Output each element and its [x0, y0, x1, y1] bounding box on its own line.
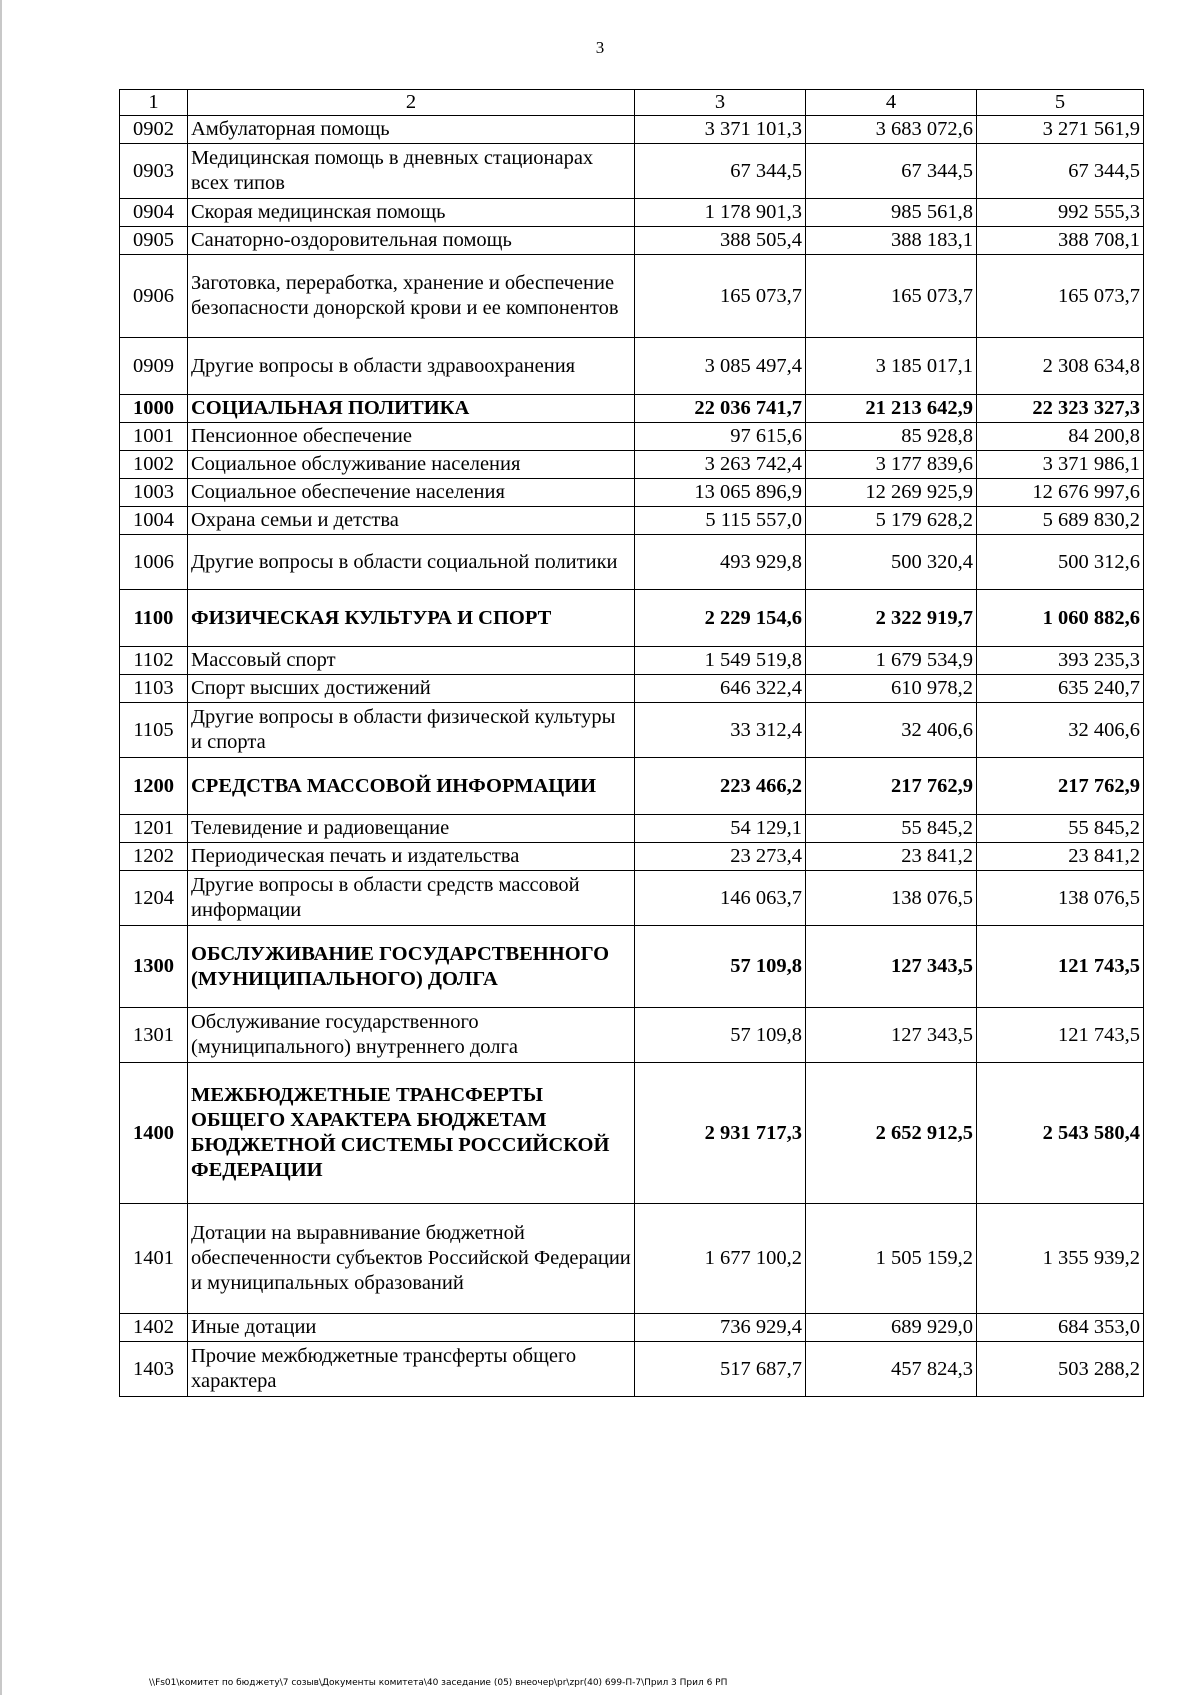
row-name: МЕЖБЮДЖЕТНЫЕ ТРАНСФЕРТЫ ОБЩЕГО ХАРАКТЕРА БЮДЖЕТАМ БЮДЖЕТНОЙ СИСТЕМЫ РОССИЙСКОЙ ФЕДЕРАЦИИ	[188, 1063, 635, 1204]
row-value-col5: 121 743,5	[977, 1008, 1144, 1063]
row-value-col3: 54 129,1	[635, 815, 806, 843]
table-row	[120, 1342, 1144, 1397]
table-row	[120, 758, 1144, 815]
row-code: 1000	[120, 395, 188, 423]
row-name: ОБСЛУЖИВАНИЕ ГОСУДАРСТВЕННОГО (МУНИЦИПАЛЬНОГО) ДОЛГА	[188, 926, 635, 1008]
column-header-5: 5	[977, 90, 1144, 116]
row-code: 1002	[120, 451, 188, 479]
table-row	[120, 535, 1144, 590]
row-value-col3: 646 322,4	[635, 675, 806, 703]
row-name: Прочие межбюджетные трансферты общего характера	[188, 1342, 635, 1397]
row-name: СОЦИАЛЬНАЯ ПОЛИТИКА	[188, 395, 635, 423]
budget-table	[119, 89, 1144, 1397]
page-number: 3	[595, 38, 605, 57]
row-value-col5: 121 743,5	[977, 926, 1144, 1008]
row-value-col4: 127 343,5	[806, 926, 977, 1008]
row-code: 1403	[120, 1342, 188, 1397]
row-value-col4: 138 076,5	[806, 871, 977, 926]
row-value-col5: 393 235,3	[977, 647, 1144, 675]
row-value-col3: 22 036 741,7	[635, 395, 806, 423]
row-value-col3: 736 929,4	[635, 1314, 806, 1342]
row-value-col5: 22 323 327,3	[977, 395, 1144, 423]
row-code: 1004	[120, 507, 188, 535]
table-row	[120, 843, 1144, 871]
row-value-col5: 138 076,5	[977, 871, 1144, 926]
row-value-col4: 21 213 642,9	[806, 395, 977, 423]
row-value-col5: 1 355 939,2	[977, 1204, 1144, 1314]
table-row	[120, 815, 1144, 843]
row-value-col3: 3 263 742,4	[635, 451, 806, 479]
row-value-col4: 165 073,7	[806, 255, 977, 338]
table-row	[120, 1008, 1144, 1063]
row-value-col5: 84 200,8	[977, 423, 1144, 451]
row-code: 1204	[120, 871, 188, 926]
row-value-col4: 67 344,5	[806, 144, 977, 199]
row-name: Обслуживание государственного (муниципального) внутреннего долга	[188, 1008, 635, 1063]
row-value-col4: 1 679 534,9	[806, 647, 977, 675]
row-name: Дотации на выравнивание бюджетной обеспеченности субъектов Российской Федерации и муниципальных образований	[188, 1204, 635, 1314]
row-name: Санаторно-оздоровительная помощь	[188, 227, 635, 255]
row-value-col4: 2 652 912,5	[806, 1063, 977, 1204]
row-code: 1103	[120, 675, 188, 703]
row-value-col5: 2 543 580,4	[977, 1063, 1144, 1204]
table-row	[120, 255, 1144, 338]
row-code: 1006	[120, 535, 188, 590]
row-value-col4: 127 343,5	[806, 1008, 977, 1063]
table-body	[120, 116, 1144, 1397]
row-name: Другие вопросы в области здравоохранения	[188, 338, 635, 395]
row-value-col5: 635 240,7	[977, 675, 1144, 703]
row-name: Скорая медицинская помощь	[188, 199, 635, 227]
row-value-col5: 67 344,5	[977, 144, 1144, 199]
row-code: 1301	[120, 1008, 188, 1063]
row-value-col5: 12 676 997,6	[977, 479, 1144, 507]
row-value-col4: 985 561,8	[806, 199, 977, 227]
row-value-col3: 493 929,8	[635, 535, 806, 590]
row-value-col4: 217 762,9	[806, 758, 977, 815]
row-code: 1401	[120, 1204, 188, 1314]
row-name: Социальное обеспечение населения	[188, 479, 635, 507]
row-code: 1102	[120, 647, 188, 675]
row-code: 0905	[120, 227, 188, 255]
row-value-col3: 3 371 101,3	[635, 116, 806, 144]
row-value-col4: 689 929,0	[806, 1314, 977, 1342]
row-name: Массовый спорт	[188, 647, 635, 675]
scan-edge-mark	[0, 0, 2, 1695]
row-value-col3: 3 085 497,4	[635, 338, 806, 395]
row-value-col5: 32 406,6	[977, 703, 1144, 758]
row-value-col5: 2 308 634,8	[977, 338, 1144, 395]
row-value-col4: 500 320,4	[806, 535, 977, 590]
row-value-col5: 500 312,6	[977, 535, 1144, 590]
row-code: 0904	[120, 199, 188, 227]
table-row	[120, 451, 1144, 479]
row-name: Охрана семьи и детства	[188, 507, 635, 535]
row-name: Заготовка, переработка, хранение и обеспечение безопасности донорской крови и ее компонентов	[188, 255, 635, 338]
row-value-col5: 388 708,1	[977, 227, 1144, 255]
row-name: Пенсионное обеспечение	[188, 423, 635, 451]
table-row	[120, 703, 1144, 758]
row-code: 1200	[120, 758, 188, 815]
row-value-col4: 3 177 839,6	[806, 451, 977, 479]
row-value-col3: 97 615,6	[635, 423, 806, 451]
row-code: 0903	[120, 144, 188, 199]
row-value-col3: 2 931 717,3	[635, 1063, 806, 1204]
row-value-col4: 1 505 159,2	[806, 1204, 977, 1314]
row-value-col4: 388 183,1	[806, 227, 977, 255]
row-name: Другие вопросы в области физической культуры и спорта	[188, 703, 635, 758]
row-value-col4: 610 978,2	[806, 675, 977, 703]
table-row	[120, 926, 1144, 1008]
row-value-col4: 3 683 072,6	[806, 116, 977, 144]
row-code: 1100	[120, 590, 188, 647]
table-row	[120, 144, 1144, 199]
column-header-3: 3	[635, 90, 806, 116]
table-row	[120, 871, 1144, 926]
row-code: 1402	[120, 1314, 188, 1342]
row-code: 0906	[120, 255, 188, 338]
row-value-col3: 388 505,4	[635, 227, 806, 255]
row-value-col5: 1 060 882,6	[977, 590, 1144, 647]
row-value-col3: 2 229 154,6	[635, 590, 806, 647]
row-value-col3: 1 178 901,3	[635, 199, 806, 227]
row-value-col4: 85 928,8	[806, 423, 977, 451]
table-row	[120, 479, 1144, 507]
row-code: 1105	[120, 703, 188, 758]
row-name: Амбулаторная помощь	[188, 116, 635, 144]
table-row	[120, 675, 1144, 703]
table-row	[120, 647, 1144, 675]
row-value-col3: 5 115 557,0	[635, 507, 806, 535]
table-row	[120, 507, 1144, 535]
row-value-col4: 12 269 925,9	[806, 479, 977, 507]
row-value-col5: 217 762,9	[977, 758, 1144, 815]
row-name: Социальное обслуживание населения	[188, 451, 635, 479]
row-code: 1300	[120, 926, 188, 1008]
row-value-col4: 32 406,6	[806, 703, 977, 758]
row-name: Медицинская помощь в дневных стационарах всех типов	[188, 144, 635, 199]
row-value-col5: 684 353,0	[977, 1314, 1144, 1342]
row-code: 1400	[120, 1063, 188, 1204]
row-value-col3: 223 466,2	[635, 758, 806, 815]
row-name: СРЕДСТВА МАССОВОЙ ИНФОРМАЦИИ	[188, 758, 635, 815]
row-code: 1001	[120, 423, 188, 451]
table-row	[120, 423, 1144, 451]
row-value-col3: 13 065 896,9	[635, 479, 806, 507]
table-row	[120, 338, 1144, 395]
row-value-col3: 57 109,8	[635, 1008, 806, 1063]
table-row	[120, 227, 1144, 255]
row-name: Периодическая печать и издательства	[188, 843, 635, 871]
row-value-col3: 23 273,4	[635, 843, 806, 871]
footer-file-path: \\Fs01\комитет по бюджету\7 созыв\Документы комитета\40 заседание (05) внеочер\pr\zpr(40) 699-П-7\Прил 3 Прил 6 РП	[149, 1678, 728, 1688]
table-row	[120, 116, 1144, 144]
row-value-col3: 33 312,4	[635, 703, 806, 758]
row-name: Телевидение и радиовещание	[188, 815, 635, 843]
row-value-col4: 3 185 017,1	[806, 338, 977, 395]
row-name: Спорт высших достижений	[188, 675, 635, 703]
row-code: 1202	[120, 843, 188, 871]
table-header-row	[120, 90, 1144, 116]
row-name: Иные дотации	[188, 1314, 635, 1342]
row-value-col3: 67 344,5	[635, 144, 806, 199]
row-value-col3: 165 073,7	[635, 255, 806, 338]
row-value-col5: 165 073,7	[977, 255, 1144, 338]
row-value-col4: 5 179 628,2	[806, 507, 977, 535]
row-value-col5: 23 841,2	[977, 843, 1144, 871]
row-value-col5: 992 555,3	[977, 199, 1144, 227]
table-row	[120, 1314, 1144, 1342]
row-value-col5: 5 689 830,2	[977, 507, 1144, 535]
column-header-2: 2	[188, 90, 635, 116]
row-name: Другие вопросы в области социальной политики	[188, 535, 635, 590]
table-row	[120, 199, 1144, 227]
row-value-col5: 503 288,2	[977, 1342, 1144, 1397]
row-code: 1201	[120, 815, 188, 843]
row-value-col4: 457 824,3	[806, 1342, 977, 1397]
table-row	[120, 1063, 1144, 1204]
row-code: 0902	[120, 116, 188, 144]
row-value-col5: 55 845,2	[977, 815, 1144, 843]
row-value-col5: 3 371 986,1	[977, 451, 1144, 479]
row-value-col4: 55 845,2	[806, 815, 977, 843]
row-value-col3: 146 063,7	[635, 871, 806, 926]
table-row	[120, 590, 1144, 647]
row-value-col4: 2 322 919,7	[806, 590, 977, 647]
row-value-col3: 1 549 519,8	[635, 647, 806, 675]
column-header-4: 4	[806, 90, 977, 116]
row-code: 0909	[120, 338, 188, 395]
row-value-col3: 57 109,8	[635, 926, 806, 1008]
table-row	[120, 1204, 1144, 1314]
row-value-col3: 1 677 100,2	[635, 1204, 806, 1314]
table-row	[120, 395, 1144, 423]
row-name: ФИЗИЧЕСКАЯ КУЛЬТУРА И СПОРТ	[188, 590, 635, 647]
row-value-col3: 517 687,7	[635, 1342, 806, 1397]
row-value-col4: 23 841,2	[806, 843, 977, 871]
row-code: 1003	[120, 479, 188, 507]
column-header-1: 1	[120, 90, 188, 116]
row-value-col5: 3 271 561,9	[977, 116, 1144, 144]
row-name: Другие вопросы в области средств массовой информации	[188, 871, 635, 926]
